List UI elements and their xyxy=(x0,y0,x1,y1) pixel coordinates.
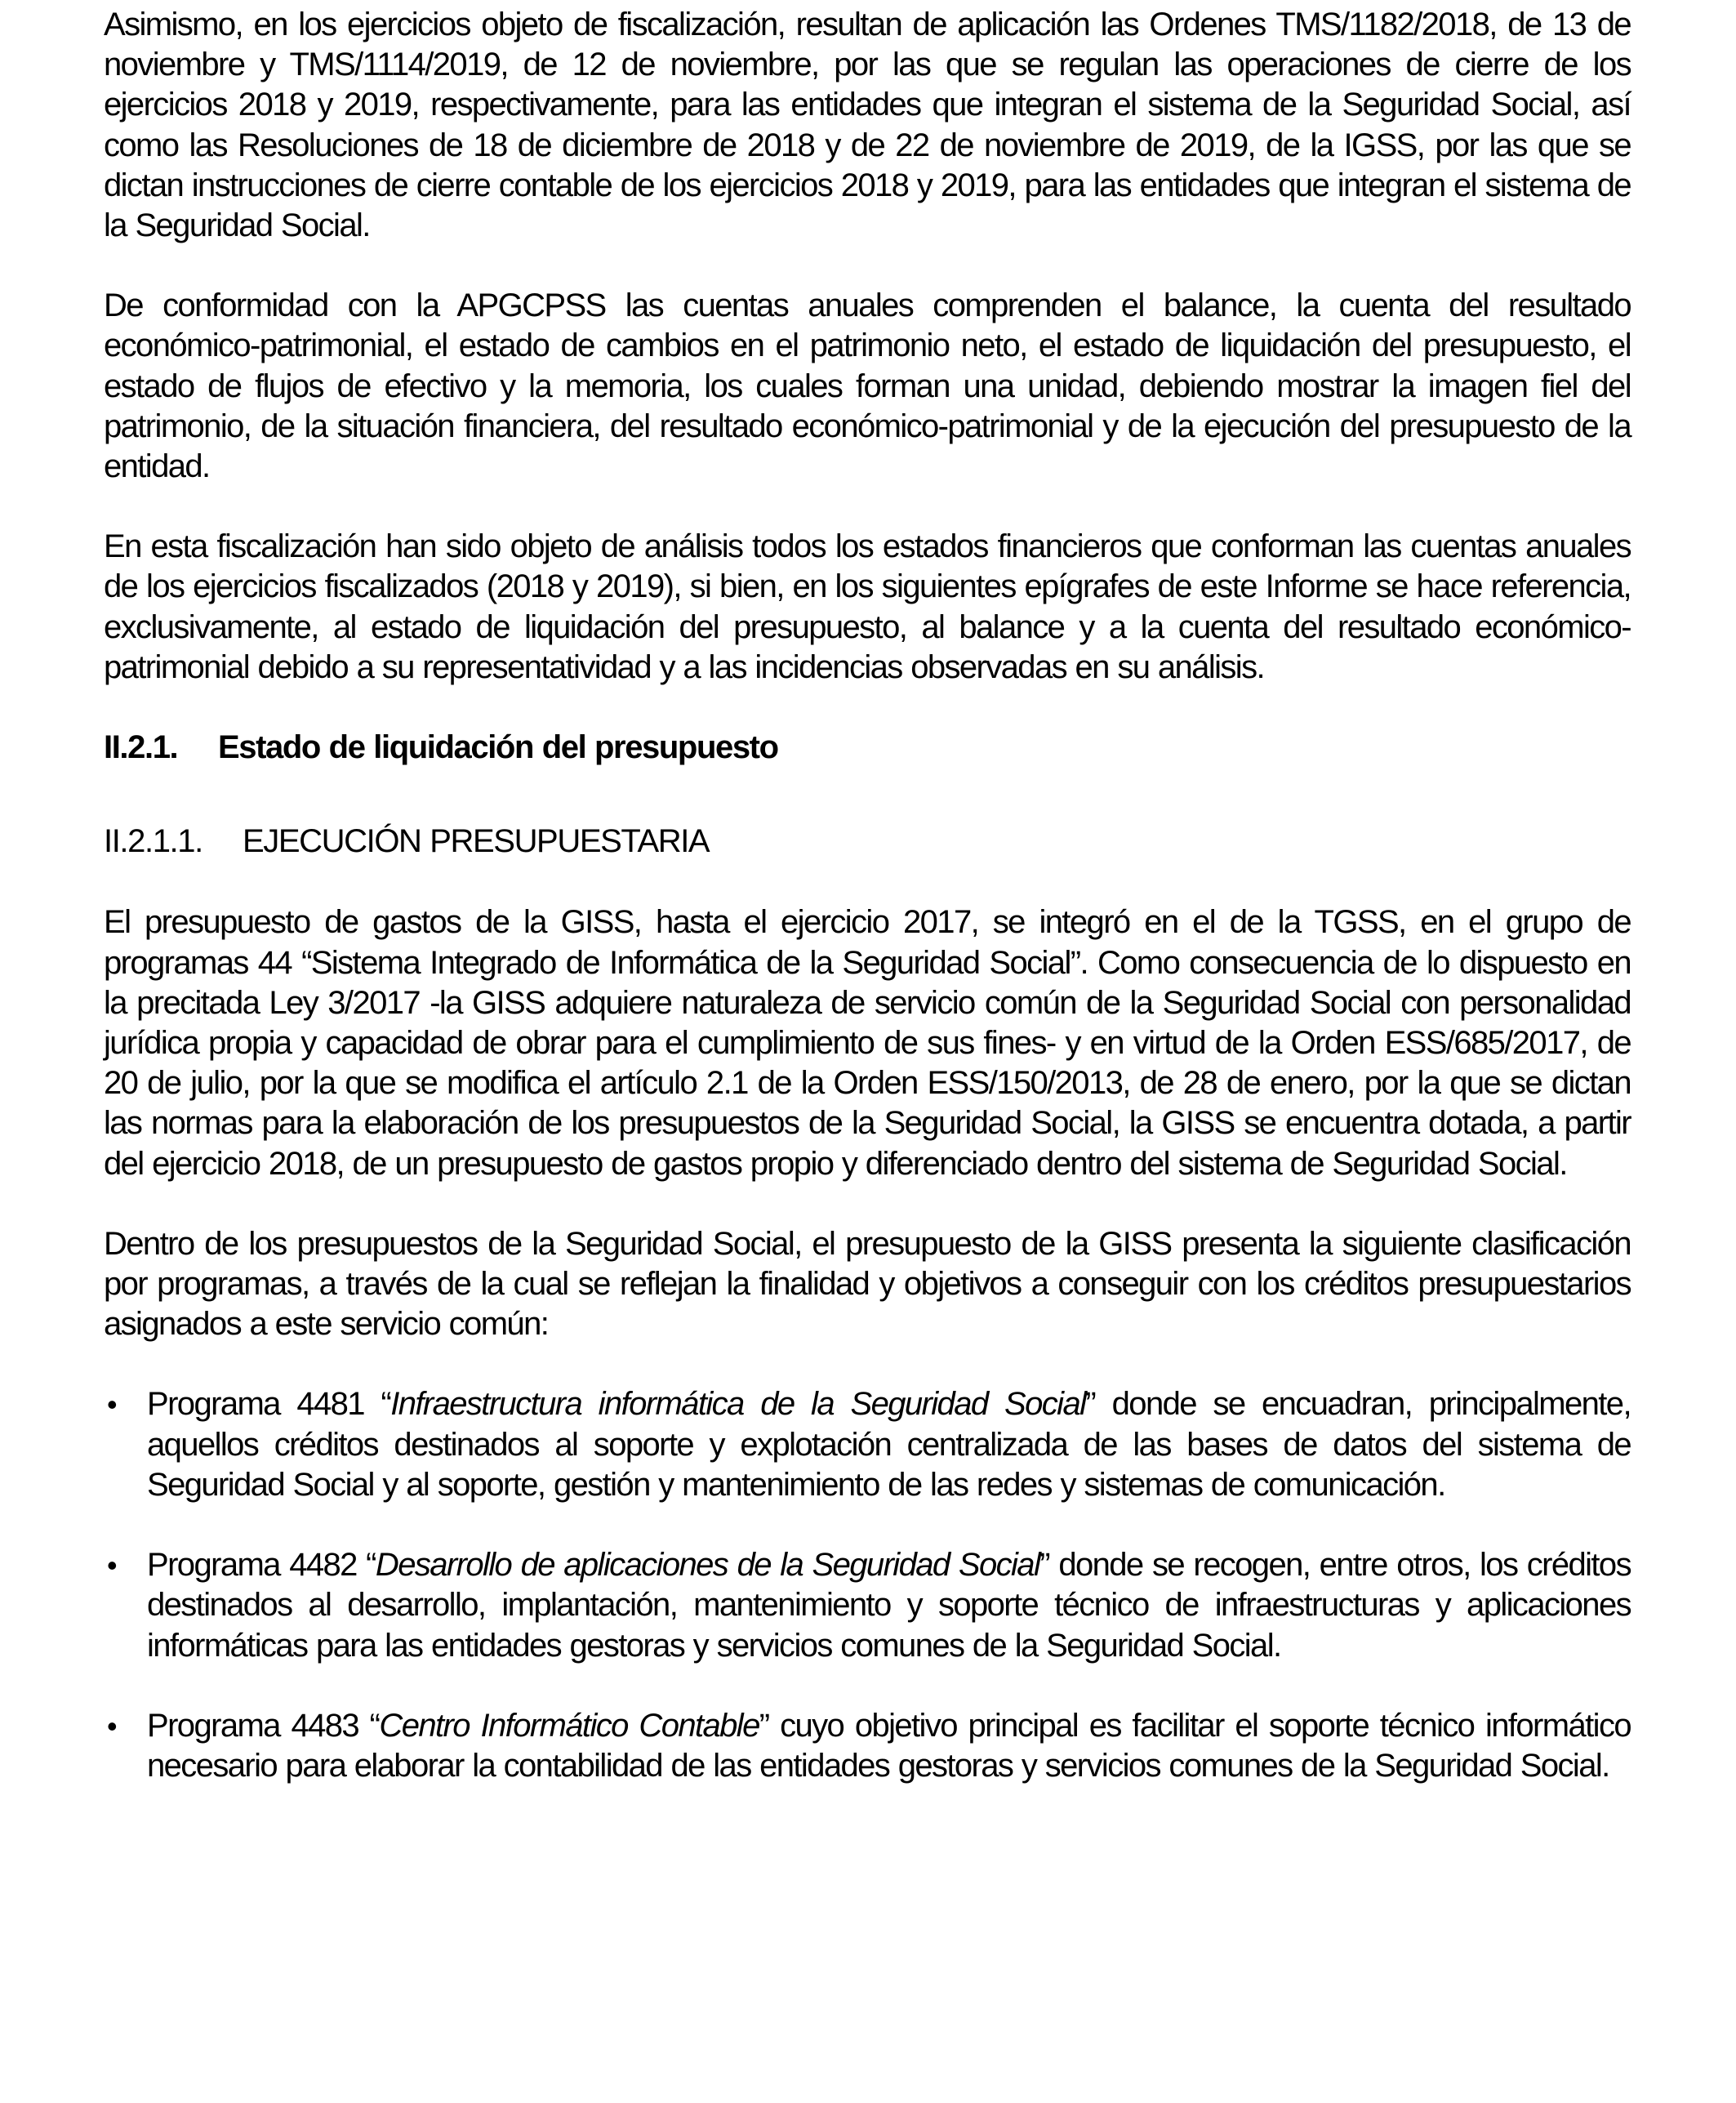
paragraph-program-classification: Dentro de los presupuestos de la Seguridad Social, el presupuesto de la GISS presenta la siguiente clasificación por programas, a través de la cual se reflejan la finalidad y objetivos a conseguir con los créditos presupuestarios asignados a este servicio común: xyxy=(104,1225,1631,1343)
paragraph-annual-accounts: De conformidad con la APGCPSS las cuentas anuales comprenden el balance, la cuenta del resultado económico-patrimonial, el estado de cambios en el patrimonio neto, el estado de liquidación del presupuesto, el estado de flujos de efectivo y la memoria, los cuales forman una unidad, debiendo mostrar la imagen fiel del patrimonio, de la situación financiera, del resultado económico-patrimonial y de la ejecución del presupuesto de la entidad. xyxy=(104,287,1631,485)
section-title: Estado de liquidación del presupuesto xyxy=(218,729,778,766)
bullet-icon: • xyxy=(107,1548,117,1583)
list-item-program-4481: • Programa 4481 “Infraestructura informática de la Seguridad Social” donde se encuadran, principalmente, aquellos créditos destinados al soporte y explotación centralizada de las bases de datos del sistema de Seguridad Social y al soporte, gestión y mantenimiento de las redes y sistemas de comunicación. xyxy=(107,1386,1631,1503)
subsection-number: II.2.1.1. xyxy=(104,823,203,860)
bullet-icon: • xyxy=(107,1709,117,1743)
list-item-program-4482: • Programa 4482 “Desarrollo de aplicaciones de la Seguridad Social” donde se recogen, entre otros, los créditos destinados al desarrollo, implantación, mantenimiento y soporte técnico de infraestructuras y aplicaciones informáticas para las entidades gestoras y servicios comunes de la Seguridad Social. xyxy=(107,1547,1631,1664)
bullet-icon: • xyxy=(107,1388,117,1422)
subsection-heading xyxy=(104,822,1631,862)
document-page xyxy=(104,5,1631,1826)
program-list xyxy=(104,1384,1631,1786)
section-heading xyxy=(104,728,1631,768)
paragraph-analysis-scope: En esta fiscalización han sido objeto de análisis todos los estados financieros que conforman las cuentas anuales de los ejercicios fiscalizados (2018 y 2019), si bien, en los siguientes epígrafes de este Informe se hace referencia, exclusivamente, al estado de liquidación del presupuesto, al balance y a la cuenta del resultado económico-patrimonial debido a su representatividad y a las incidencias observadas en su análisis. xyxy=(104,528,1631,685)
program-title: Desarrollo de aplicaciones de la Seguridad Social xyxy=(375,1547,1040,1584)
section-number: II.2.1. xyxy=(104,729,178,766)
paragraph-giss-budget: El presupuesto de gastos de la GISS, hasta el ejercicio 2017, se integró en el de la TGSS, en el grupo de programas 44 “Sistema Integrado de Informática de la Seguridad Social”. Como consecuencia de lo dispuesto en la precitada Ley 3/2017 -la GISS adquiere naturaleza de servicio común de la Seguridad Social con personalidad jurídica propia y capacidad de obrar para el cumplimiento de sus fines- y en virtud de la Orden ESS/685/2017, de 20 de julio, por la que se modifica el artículo 2.1 de la Orden ESS/150/2013, de 28 de enero, por la que se dictan las normas para la elaboración de los presupuestos de la Seguridad Social, la GISS se encuentra dotada, a partir del ejercicio 2018, de un presupuesto de gastos propio y diferenciado dentro del sistema de Seguridad Social. xyxy=(104,904,1631,1182)
list-item-program-4483: • Programa 4483 “Centro Informático Contable” cuyo objetivo principal es facilitar el soporte técnico informático necesario para elaborar la contabilidad de las entidades gestoras y servicios comunes de la Seguridad Social. xyxy=(107,1707,1631,1784)
paragraph-closing-orders: Asimismo, en los ejercicios objeto de fiscalización, resultan de aplicación las Ordenes TMS/1182/2018, de 13 de noviembre y TMS/1114/2019, de 12 de noviembre, por las que se regulan las operaciones de cierre de los ejercicios 2018 y 2019, respectivamente, para las entidades que integran el sistema de la Seguridad Social, así como las Resoluciones de 18 de diciembre de 2018 y de 22 de noviembre de 2019, de la IGSS, por las que se dictan instrucciones de cierre contable de los ejercicios 2018 y 2019, para las entidades que integran el sistema de la Seguridad Social. xyxy=(104,7,1631,244)
subsection-title: EJECUCIÓN PRESUPUESTARIA xyxy=(243,823,710,860)
program-title: Infraestructura informática de la Seguridad Social xyxy=(390,1386,1086,1423)
program-title: Centro Informático Contable xyxy=(379,1707,759,1744)
